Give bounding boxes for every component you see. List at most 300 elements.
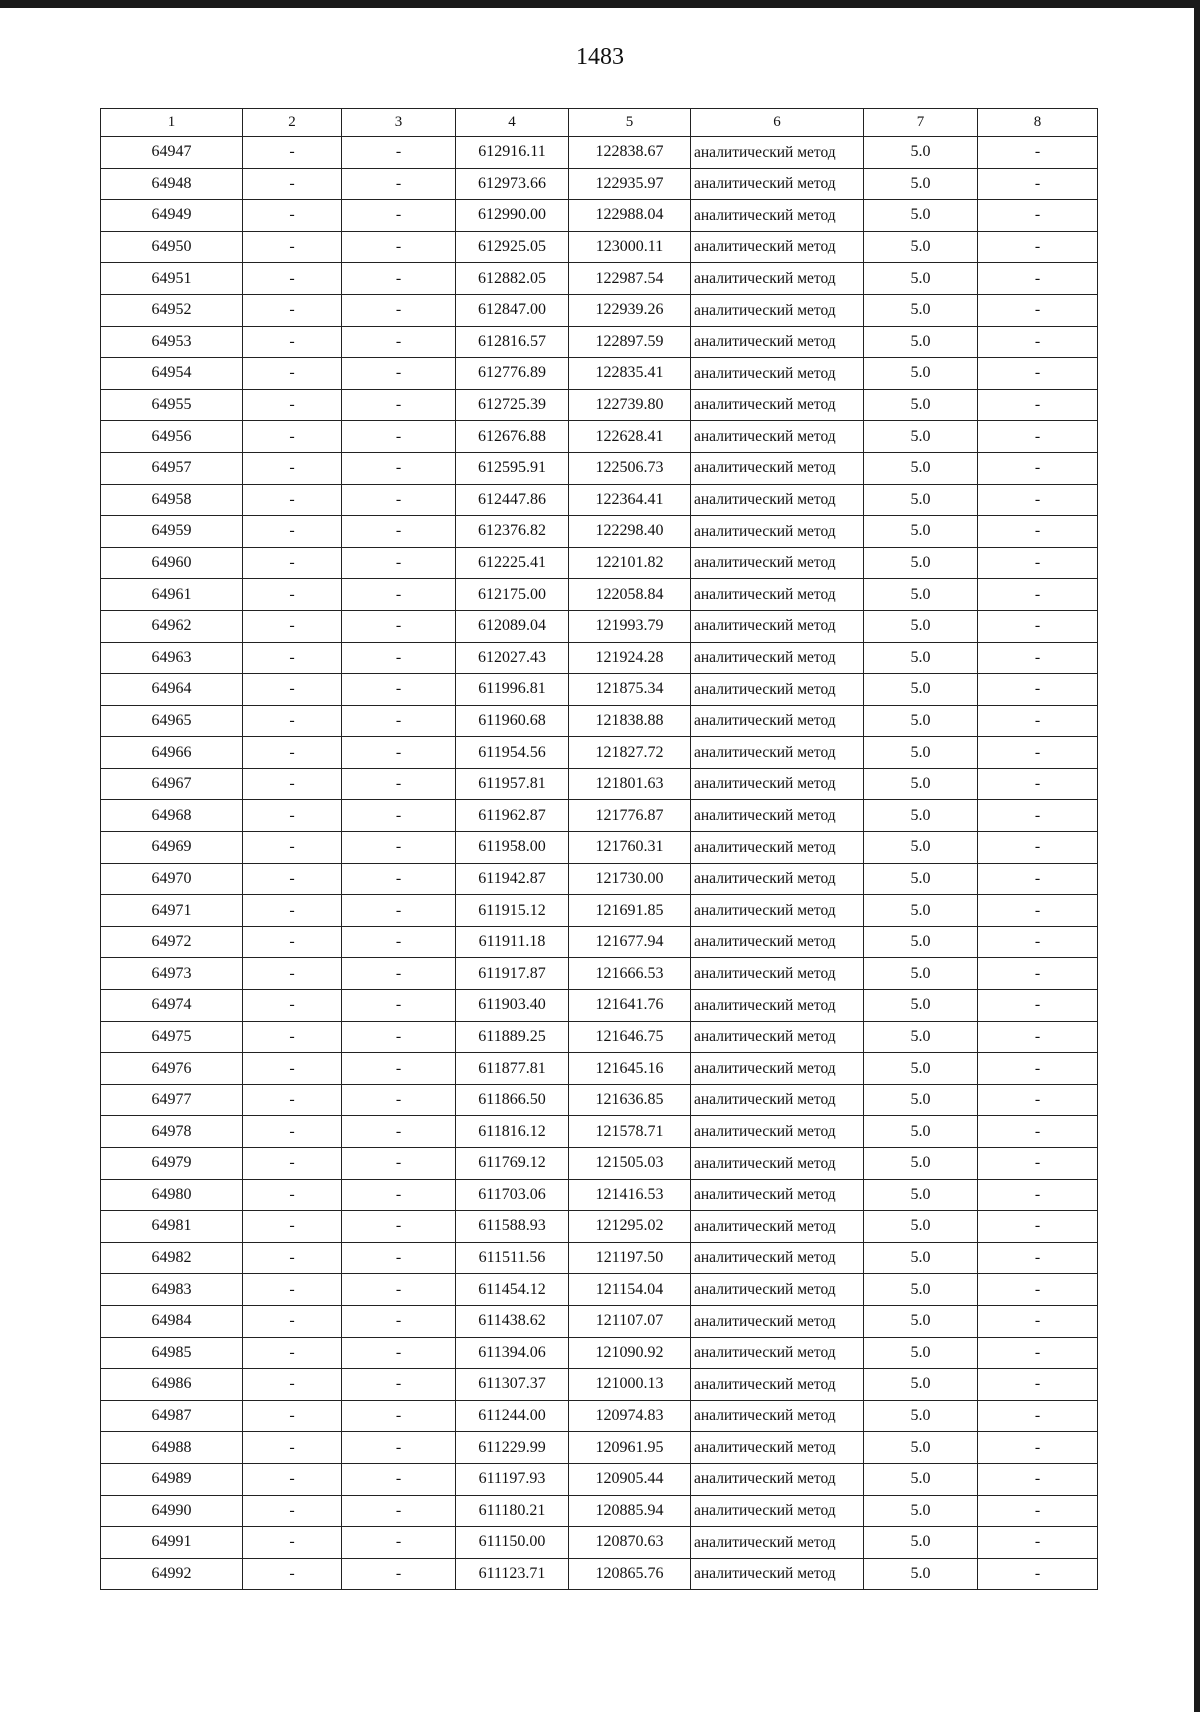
table-cell-col-3: - <box>342 800 456 832</box>
column-header-2: 2 <box>243 109 342 137</box>
table-cell-col-6: аналитический метод <box>691 990 864 1022</box>
table-row <box>101 452 1098 484</box>
table-cell-col-1: 64954 <box>101 358 243 390</box>
table-cell-col-1: 64951 <box>101 263 243 295</box>
table-cell-col-3: - <box>342 1337 456 1369</box>
table-cell-col-7: 5.0 <box>864 1148 978 1180</box>
table-cell-col-4: 611197.93 <box>456 1463 569 1495</box>
table-row <box>101 1021 1098 1053</box>
table-cell-col-4: 611438.62 <box>456 1305 569 1337</box>
table-cell-col-7: 5.0 <box>864 579 978 611</box>
table-cell-col-8: - <box>978 1527 1098 1559</box>
table-cell-col-6: аналитический метод <box>691 705 864 737</box>
table-cell-col-3: - <box>342 1053 456 1085</box>
table-cell-col-8: - <box>978 452 1098 484</box>
table-cell-col-3: - <box>342 1305 456 1337</box>
table-cell-col-8: - <box>978 1274 1098 1306</box>
table-cell-col-8: - <box>978 1053 1098 1085</box>
table-row <box>101 1432 1098 1464</box>
table-cell-col-1: 64981 <box>101 1211 243 1243</box>
table-cell-col-3: - <box>342 579 456 611</box>
table-cell-col-8: - <box>978 800 1098 832</box>
table-cell-col-6: аналитический метод <box>691 1148 864 1180</box>
table-cell-col-5: 121730.00 <box>569 863 691 895</box>
table-cell-col-1: 64988 <box>101 1432 243 1464</box>
table-cell-col-4: 612816.57 <box>456 326 569 358</box>
table-cell-col-8: - <box>978 832 1098 864</box>
table-row <box>101 1116 1098 1148</box>
table-cell-col-3: - <box>342 137 456 169</box>
table-cell-col-1: 64985 <box>101 1337 243 1369</box>
table-cell-col-7: 5.0 <box>864 389 978 421</box>
table-cell-col-2: - <box>243 1084 342 1116</box>
table-cell-col-5: 121801.63 <box>569 768 691 800</box>
table-cell-col-5: 122364.41 <box>569 484 691 516</box>
table-cell-col-6: аналитический метод <box>691 642 864 674</box>
table-cell-col-3: - <box>342 1432 456 1464</box>
table-cell-col-4: 612847.00 <box>456 294 569 326</box>
table-row <box>101 1337 1098 1369</box>
table-cell-col-3: - <box>342 705 456 737</box>
table-cell-col-5: 121000.13 <box>569 1369 691 1401</box>
table-cell-col-2: - <box>243 926 342 958</box>
table-row <box>101 990 1098 1022</box>
table-cell-col-5: 121924.28 <box>569 642 691 674</box>
table-row <box>101 1527 1098 1559</box>
table-cell-col-4: 611307.37 <box>456 1369 569 1401</box>
table-cell-col-5: 122101.82 <box>569 547 691 579</box>
table-cell-col-7: 5.0 <box>864 832 978 864</box>
table-cell-col-1: 64964 <box>101 674 243 706</box>
table-cell-col-7: 5.0 <box>864 231 978 263</box>
table-cell-col-3: - <box>342 958 456 990</box>
scan-top-edge <box>0 0 1200 8</box>
table-cell-col-7: 5.0 <box>864 863 978 895</box>
table-cell-col-4: 611150.00 <box>456 1527 569 1559</box>
table-cell-col-2: - <box>243 1463 342 1495</box>
table-cell-col-5: 121875.34 <box>569 674 691 706</box>
table-body <box>101 137 1098 1590</box>
table-cell-col-5: 121838.88 <box>569 705 691 737</box>
table-cell-col-2: - <box>243 990 342 1022</box>
column-header-1: 1 <box>101 109 243 137</box>
table-cell-col-4: 612776.89 <box>456 358 569 390</box>
table-cell-col-7: 5.0 <box>864 610 978 642</box>
table-cell-col-6: аналитический метод <box>691 674 864 706</box>
table-cell-col-4: 611962.87 <box>456 800 569 832</box>
table-cell-col-5: 121636.85 <box>569 1084 691 1116</box>
table-cell-col-2: - <box>243 1337 342 1369</box>
table-cell-col-3: - <box>342 1179 456 1211</box>
table-cell-col-4: 611903.40 <box>456 990 569 1022</box>
table-cell-col-8: - <box>978 958 1098 990</box>
table-cell-col-8: - <box>978 768 1098 800</box>
table-cell-col-7: 5.0 <box>864 737 978 769</box>
table-cell-col-6: аналитический метод <box>691 1084 864 1116</box>
table-cell-col-4: 612027.43 <box>456 642 569 674</box>
table-cell-col-1: 64990 <box>101 1495 243 1527</box>
table-cell-col-8: - <box>978 1558 1098 1590</box>
table-row <box>101 168 1098 200</box>
table-row <box>101 231 1098 263</box>
table-cell-col-4: 612089.04 <box>456 610 569 642</box>
table-cell-col-6: аналитический метод <box>691 452 864 484</box>
table-cell-col-2: - <box>243 137 342 169</box>
table-cell-col-2: - <box>243 421 342 453</box>
table-cell-col-6: аналитический метод <box>691 1242 864 1274</box>
table-cell-col-5: 122988.04 <box>569 200 691 232</box>
table-cell-col-2: - <box>243 610 342 642</box>
table-cell-col-8: - <box>978 895 1098 927</box>
table-cell-col-7: 5.0 <box>864 1242 978 1274</box>
table-cell-col-8: - <box>978 168 1098 200</box>
table-row <box>101 895 1098 927</box>
table-cell-col-3: - <box>342 547 456 579</box>
table-row <box>101 1305 1098 1337</box>
table-cell-col-8: - <box>978 1211 1098 1243</box>
table-cell-col-4: 611917.87 <box>456 958 569 990</box>
table-cell-col-1: 64984 <box>101 1305 243 1337</box>
table-cell-col-6: аналитический метод <box>691 895 864 927</box>
table-cell-col-1: 64960 <box>101 547 243 579</box>
table-cell-col-6: аналитический метод <box>691 1053 864 1085</box>
table-cell-col-5: 121505.03 <box>569 1148 691 1180</box>
table-row <box>101 768 1098 800</box>
table-cell-col-6: аналитический метод <box>691 231 864 263</box>
table-cell-col-3: - <box>342 926 456 958</box>
table-row <box>101 200 1098 232</box>
table-cell-col-4: 612882.05 <box>456 263 569 295</box>
table-row <box>101 389 1098 421</box>
table-row <box>101 1495 1098 1527</box>
table-cell-col-1: 64959 <box>101 516 243 548</box>
table-cell-col-1: 64974 <box>101 990 243 1022</box>
table-cell-col-3: - <box>342 326 456 358</box>
table-cell-col-7: 5.0 <box>864 642 978 674</box>
table-row <box>101 1084 1098 1116</box>
table-cell-col-5: 123000.11 <box>569 231 691 263</box>
table-cell-col-3: - <box>342 294 456 326</box>
table-cell-col-8: - <box>978 200 1098 232</box>
table-row <box>101 516 1098 548</box>
table-cell-col-4: 611703.06 <box>456 1179 569 1211</box>
table-cell-col-4: 612925.05 <box>456 231 569 263</box>
table-cell-col-3: - <box>342 389 456 421</box>
table-cell-col-7: 5.0 <box>864 1495 978 1527</box>
table-cell-col-2: - <box>243 326 342 358</box>
table-cell-col-8: - <box>978 516 1098 548</box>
table-cell-col-6: аналитический метод <box>691 389 864 421</box>
table-cell-col-6: аналитический метод <box>691 579 864 611</box>
table-cell-col-1: 64982 <box>101 1242 243 1274</box>
table-cell-col-7: 5.0 <box>864 1021 978 1053</box>
table-cell-col-7: 5.0 <box>864 768 978 800</box>
table-cell-col-7: 5.0 <box>864 137 978 169</box>
table-cell-col-6: аналитический метод <box>691 516 864 548</box>
table-cell-col-6: аналитический метод <box>691 926 864 958</box>
table-cell-col-6: аналитический метод <box>691 737 864 769</box>
table-cell-col-7: 5.0 <box>864 1400 978 1432</box>
table-cell-col-6: аналитический метод <box>691 326 864 358</box>
table-cell-col-5: 122835.41 <box>569 358 691 390</box>
table-cell-col-2: - <box>243 1305 342 1337</box>
table-cell-col-2: - <box>243 1400 342 1432</box>
table-cell-col-1: 64980 <box>101 1179 243 1211</box>
table-cell-col-1: 64967 <box>101 768 243 800</box>
table-cell-col-8: - <box>978 263 1098 295</box>
table-cell-col-8: - <box>978 926 1098 958</box>
table-cell-col-5: 122987.54 <box>569 263 691 295</box>
table-cell-col-6: аналитический метод <box>691 1021 864 1053</box>
table-row <box>101 926 1098 958</box>
table-cell-col-1: 64962 <box>101 610 243 642</box>
table-row <box>101 705 1098 737</box>
table-cell-col-7: 5.0 <box>864 1558 978 1590</box>
table-cell-col-7: 5.0 <box>864 168 978 200</box>
table-cell-col-5: 122628.41 <box>569 421 691 453</box>
table-cell-col-4: 611394.06 <box>456 1337 569 1369</box>
table-cell-col-6: аналитический метод <box>691 1369 864 1401</box>
table-cell-col-5: 122939.26 <box>569 294 691 326</box>
table-cell-col-6: аналитический метод <box>691 294 864 326</box>
table-cell-col-4: 611511.56 <box>456 1242 569 1274</box>
table-cell-col-1: 64986 <box>101 1369 243 1401</box>
table-cell-col-7: 5.0 <box>864 547 978 579</box>
table-cell-col-1: 64987 <box>101 1400 243 1432</box>
table-cell-col-7: 5.0 <box>864 326 978 358</box>
table-cell-col-3: - <box>342 1558 456 1590</box>
table-cell-col-7: 5.0 <box>864 294 978 326</box>
table-cell-col-5: 121993.79 <box>569 610 691 642</box>
table-cell-col-2: - <box>243 642 342 674</box>
table-cell-col-7: 5.0 <box>864 516 978 548</box>
table-cell-col-3: - <box>342 1148 456 1180</box>
table-cell-col-2: - <box>243 1179 342 1211</box>
table-cell-col-8: - <box>978 231 1098 263</box>
table-cell-col-5: 121760.31 <box>569 832 691 864</box>
table-row <box>101 1400 1098 1432</box>
table-cell-col-2: - <box>243 1211 342 1243</box>
table-cell-col-8: - <box>978 1305 1098 1337</box>
table-row <box>101 863 1098 895</box>
coordinates-table <box>100 108 1098 1590</box>
table-cell-col-2: - <box>243 958 342 990</box>
table-cell-col-2: - <box>243 516 342 548</box>
table-row <box>101 610 1098 642</box>
table-cell-col-4: 611911.18 <box>456 926 569 958</box>
table-cell-col-7: 5.0 <box>864 1432 978 1464</box>
table-cell-col-4: 612916.11 <box>456 137 569 169</box>
table-row <box>101 1242 1098 1274</box>
table-cell-col-7: 5.0 <box>864 421 978 453</box>
table-cell-col-3: - <box>342 1495 456 1527</box>
table-cell-col-5: 122739.80 <box>569 389 691 421</box>
table-cell-col-7: 5.0 <box>864 358 978 390</box>
table-cell-col-6: аналитический метод <box>691 1337 864 1369</box>
table-cell-col-6: аналитический метод <box>691 421 864 453</box>
table-cell-col-4: 612595.91 <box>456 452 569 484</box>
table-cell-col-5: 121578.71 <box>569 1116 691 1148</box>
table-cell-col-3: - <box>342 200 456 232</box>
table-cell-col-5: 122506.73 <box>569 452 691 484</box>
table-row <box>101 1148 1098 1180</box>
table-cell-col-5: 122058.84 <box>569 579 691 611</box>
table-cell-col-8: - <box>978 1400 1098 1432</box>
table-cell-col-5: 122838.67 <box>569 137 691 169</box>
table-cell-col-4: 611954.56 <box>456 737 569 769</box>
table-cell-col-2: - <box>243 1495 342 1527</box>
column-header-8: 8 <box>978 109 1098 137</box>
table-cell-col-3: - <box>342 737 456 769</box>
table-row <box>101 358 1098 390</box>
table-cell-col-3: - <box>342 1021 456 1053</box>
table-cell-col-2: - <box>243 1274 342 1306</box>
table-cell-col-3: - <box>342 168 456 200</box>
table-cell-col-1: 64968 <box>101 800 243 832</box>
table-row <box>101 737 1098 769</box>
table-cell-col-7: 5.0 <box>864 1179 978 1211</box>
scan-right-edge <box>1194 0 1200 1712</box>
table-cell-col-4: 612225.41 <box>456 547 569 579</box>
table-cell-col-3: - <box>342 1527 456 1559</box>
table-cell-col-5: 121107.07 <box>569 1305 691 1337</box>
table-cell-col-7: 5.0 <box>864 263 978 295</box>
table-cell-col-4: 611244.00 <box>456 1400 569 1432</box>
table-cell-col-6: аналитический метод <box>691 958 864 990</box>
table-cell-col-2: - <box>243 705 342 737</box>
table-cell-col-2: - <box>243 1116 342 1148</box>
table-cell-col-3: - <box>342 1242 456 1274</box>
page-number: 1483 <box>576 44 624 70</box>
table-cell-col-6: аналитический метод <box>691 1495 864 1527</box>
table-cell-col-6: аналитический метод <box>691 1432 864 1464</box>
table-cell-col-4: 611229.99 <box>456 1432 569 1464</box>
table-cell-col-6: аналитический метод <box>691 768 864 800</box>
table-cell-col-2: - <box>243 674 342 706</box>
table-cell-col-1: 64952 <box>101 294 243 326</box>
table-cell-col-3: - <box>342 642 456 674</box>
table-cell-col-3: - <box>342 768 456 800</box>
table-row <box>101 674 1098 706</box>
table-cell-col-4: 612676.88 <box>456 421 569 453</box>
table-cell-col-3: - <box>342 358 456 390</box>
table-row <box>101 832 1098 864</box>
table-cell-col-4: 611915.12 <box>456 895 569 927</box>
table-cell-col-3: - <box>342 1211 456 1243</box>
table-cell-col-4: 612973.66 <box>456 168 569 200</box>
table-row <box>101 1558 1098 1590</box>
table-header <box>101 109 1098 137</box>
table-cell-col-3: - <box>342 421 456 453</box>
table-cell-col-2: - <box>243 1053 342 1085</box>
table-cell-col-6: аналитический метод <box>691 832 864 864</box>
table-row <box>101 326 1098 358</box>
table-cell-col-1: 64992 <box>101 1558 243 1590</box>
table-cell-col-2: - <box>243 895 342 927</box>
table-cell-col-3: - <box>342 674 456 706</box>
table-cell-col-1: 64972 <box>101 926 243 958</box>
table-cell-col-2: - <box>243 168 342 200</box>
table-cell-col-6: аналитический метод <box>691 800 864 832</box>
table-cell-col-5: 121691.85 <box>569 895 691 927</box>
table-cell-col-6: аналитический метод <box>691 1400 864 1432</box>
table-row <box>101 1369 1098 1401</box>
table-cell-col-3: - <box>342 231 456 263</box>
table-cell-col-8: - <box>978 421 1098 453</box>
table-cell-col-6: аналитический метод <box>691 263 864 295</box>
table-cell-col-8: - <box>978 1116 1098 1148</box>
table-cell-col-7: 5.0 <box>864 452 978 484</box>
table-cell-col-8: - <box>978 674 1098 706</box>
header-row <box>101 109 1098 137</box>
table-cell-col-6: аналитический метод <box>691 200 864 232</box>
table-cell-col-1: 64956 <box>101 421 243 453</box>
table-cell-col-2: - <box>243 1369 342 1401</box>
table-cell-col-7: 5.0 <box>864 1053 978 1085</box>
table-row <box>101 484 1098 516</box>
table-cell-col-1: 64955 <box>101 389 243 421</box>
table-cell-col-6: аналитический метод <box>691 1527 864 1559</box>
table-cell-col-2: - <box>243 832 342 864</box>
table-row <box>101 421 1098 453</box>
table-cell-col-8: - <box>978 1148 1098 1180</box>
table-cell-col-7: 5.0 <box>864 1211 978 1243</box>
table-cell-col-1: 64963 <box>101 642 243 674</box>
table-cell-col-7: 5.0 <box>864 1274 978 1306</box>
table-cell-col-4: 611588.93 <box>456 1211 569 1243</box>
table-row <box>101 1211 1098 1243</box>
table-cell-col-3: - <box>342 484 456 516</box>
table-cell-col-8: - <box>978 358 1098 390</box>
table-cell-col-8: - <box>978 484 1098 516</box>
table-cell-col-8: - <box>978 1369 1098 1401</box>
table-cell-col-2: - <box>243 452 342 484</box>
table-cell-col-5: 121677.94 <box>569 926 691 958</box>
table-cell-col-4: 611816.12 <box>456 1116 569 1148</box>
table-cell-col-6: аналитический метод <box>691 1558 864 1590</box>
table-row <box>101 1463 1098 1495</box>
table-cell-col-6: аналитический метод <box>691 137 864 169</box>
table-cell-col-7: 5.0 <box>864 1463 978 1495</box>
column-header-5: 5 <box>569 109 691 137</box>
table-cell-col-2: - <box>243 579 342 611</box>
table-cell-col-3: - <box>342 1084 456 1116</box>
table-cell-col-8: - <box>978 1463 1098 1495</box>
table-cell-col-1: 64979 <box>101 1148 243 1180</box>
table-cell-col-8: - <box>978 1337 1098 1369</box>
table-cell-col-1: 64949 <box>101 200 243 232</box>
table-cell-col-2: - <box>243 863 342 895</box>
table-cell-col-2: - <box>243 484 342 516</box>
table-cell-col-1: 64991 <box>101 1527 243 1559</box>
table-cell-col-1: 64975 <box>101 1021 243 1053</box>
table-cell-col-3: - <box>342 863 456 895</box>
column-header-7: 7 <box>864 109 978 137</box>
table-cell-col-2: - <box>243 1021 342 1053</box>
table-row <box>101 800 1098 832</box>
table-cell-col-8: - <box>978 705 1098 737</box>
table-row <box>101 1179 1098 1211</box>
table-cell-col-3: - <box>342 1400 456 1432</box>
table-cell-col-7: 5.0 <box>864 800 978 832</box>
table-cell-col-6: аналитический метод <box>691 168 864 200</box>
table-cell-col-3: - <box>342 1463 456 1495</box>
table-cell-col-4: 611996.81 <box>456 674 569 706</box>
table-row <box>101 263 1098 295</box>
table-cell-col-4: 612376.82 <box>456 516 569 548</box>
table-cell-col-2: - <box>243 231 342 263</box>
table-cell-col-2: - <box>243 768 342 800</box>
